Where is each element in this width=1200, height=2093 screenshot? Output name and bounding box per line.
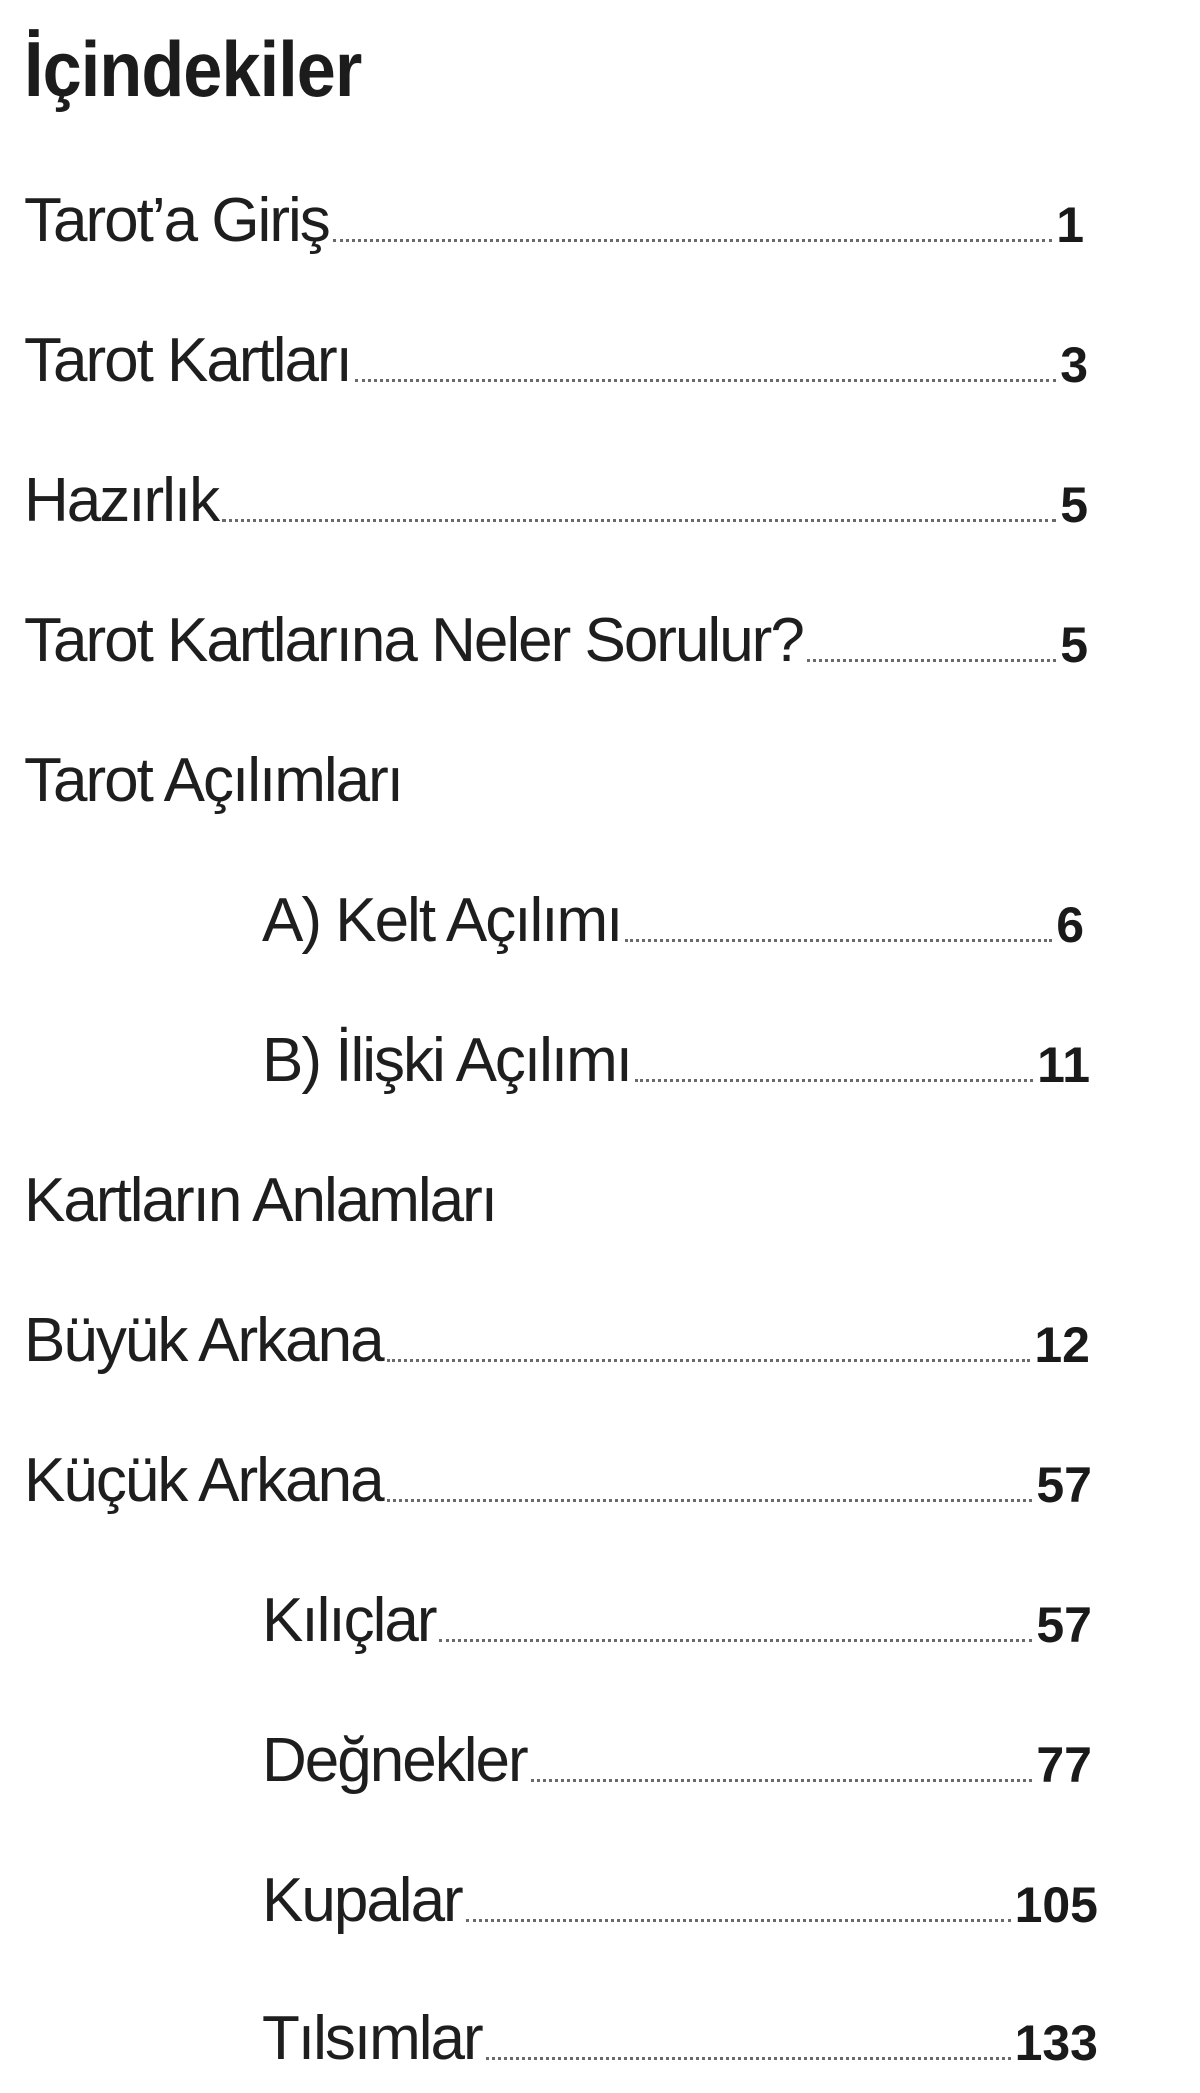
toc-entry-label: Kupalar xyxy=(262,1866,462,1935)
toc-entry[interactable] xyxy=(24,1432,1092,1515)
toc-entry[interactable] xyxy=(24,312,1088,395)
toc-entry-label: Tarot Açılımları xyxy=(24,746,402,815)
toc-entry-page: 105 xyxy=(1014,1877,1098,1933)
toc-entry-page: 5 xyxy=(1060,477,1088,533)
dot-leader xyxy=(222,519,1056,522)
toc-subentry[interactable] xyxy=(262,1012,1090,1095)
toc-entry-page: 11 xyxy=(1037,1037,1090,1093)
toc-subentry[interactable] xyxy=(262,872,1084,955)
toc-entry-label: A) Kelt Açılımı xyxy=(262,886,622,955)
toc-section-heading[interactable] xyxy=(24,732,1088,815)
toc-entry-page: 133 xyxy=(1014,2015,1098,2071)
toc-entry[interactable] xyxy=(24,592,1088,675)
dot-leader xyxy=(486,2057,1011,2060)
toc-section-heading[interactable] xyxy=(24,1152,1088,1235)
toc-subentry[interactable] xyxy=(262,1572,1092,1655)
toc-subentry[interactable] xyxy=(262,1852,1098,1935)
toc-entry-page: 77 xyxy=(1036,1737,1092,1793)
toc-entry[interactable] xyxy=(24,452,1088,535)
toc-entry-label: Tılsımlar xyxy=(262,2004,482,2073)
dot-leader xyxy=(333,239,1052,242)
dot-leader xyxy=(625,939,1052,942)
dot-leader xyxy=(635,1079,1033,1082)
toc-entry-label: Kılıçlar xyxy=(262,1586,436,1655)
toc-entry-label: Tarot Kartlarına Neler Sorulur? xyxy=(24,606,803,675)
dot-leader xyxy=(387,1499,1033,1502)
toc-entry-page: 57 xyxy=(1036,1597,1092,1653)
dot-leader xyxy=(531,1779,1033,1782)
dot-leader xyxy=(807,659,1056,662)
toc-entry-page: 3 xyxy=(1060,337,1088,393)
dot-leader xyxy=(355,379,1056,382)
toc-entry-label: Tarot’a Giriş xyxy=(24,186,329,255)
toc-entry-label: Tarot Kartları xyxy=(24,326,351,395)
toc-entry-page: 6 xyxy=(1056,897,1084,953)
toc-entry-label: B) İlişki Açılımı xyxy=(262,1026,632,1095)
toc-title: İçindekiler xyxy=(24,25,362,113)
dot-leader xyxy=(439,1639,1032,1642)
toc-entry-page: 57 xyxy=(1036,1457,1092,1513)
toc-entry-label: Kartların Anlamları xyxy=(24,1166,496,1235)
toc-entry-label: Değnekler xyxy=(262,1726,527,1795)
toc-subentry[interactable] xyxy=(262,1990,1098,2073)
toc-entry[interactable] xyxy=(24,1292,1090,1375)
toc-subentry[interactable] xyxy=(262,1712,1092,1795)
toc-entry-page: 5 xyxy=(1060,617,1088,673)
toc-entry-label: Küçük Arkana xyxy=(24,1446,383,1515)
toc-entry-page: 1 xyxy=(1056,197,1084,253)
dot-leader xyxy=(466,1919,1011,1922)
toc-entry-label: Hazırlık xyxy=(24,466,219,535)
toc-entry-page: 12 xyxy=(1034,1317,1090,1373)
toc-entry[interactable] xyxy=(24,172,1084,255)
dot-leader xyxy=(387,1359,1031,1362)
toc-entry-label: Büyük Arkana xyxy=(24,1306,383,1375)
